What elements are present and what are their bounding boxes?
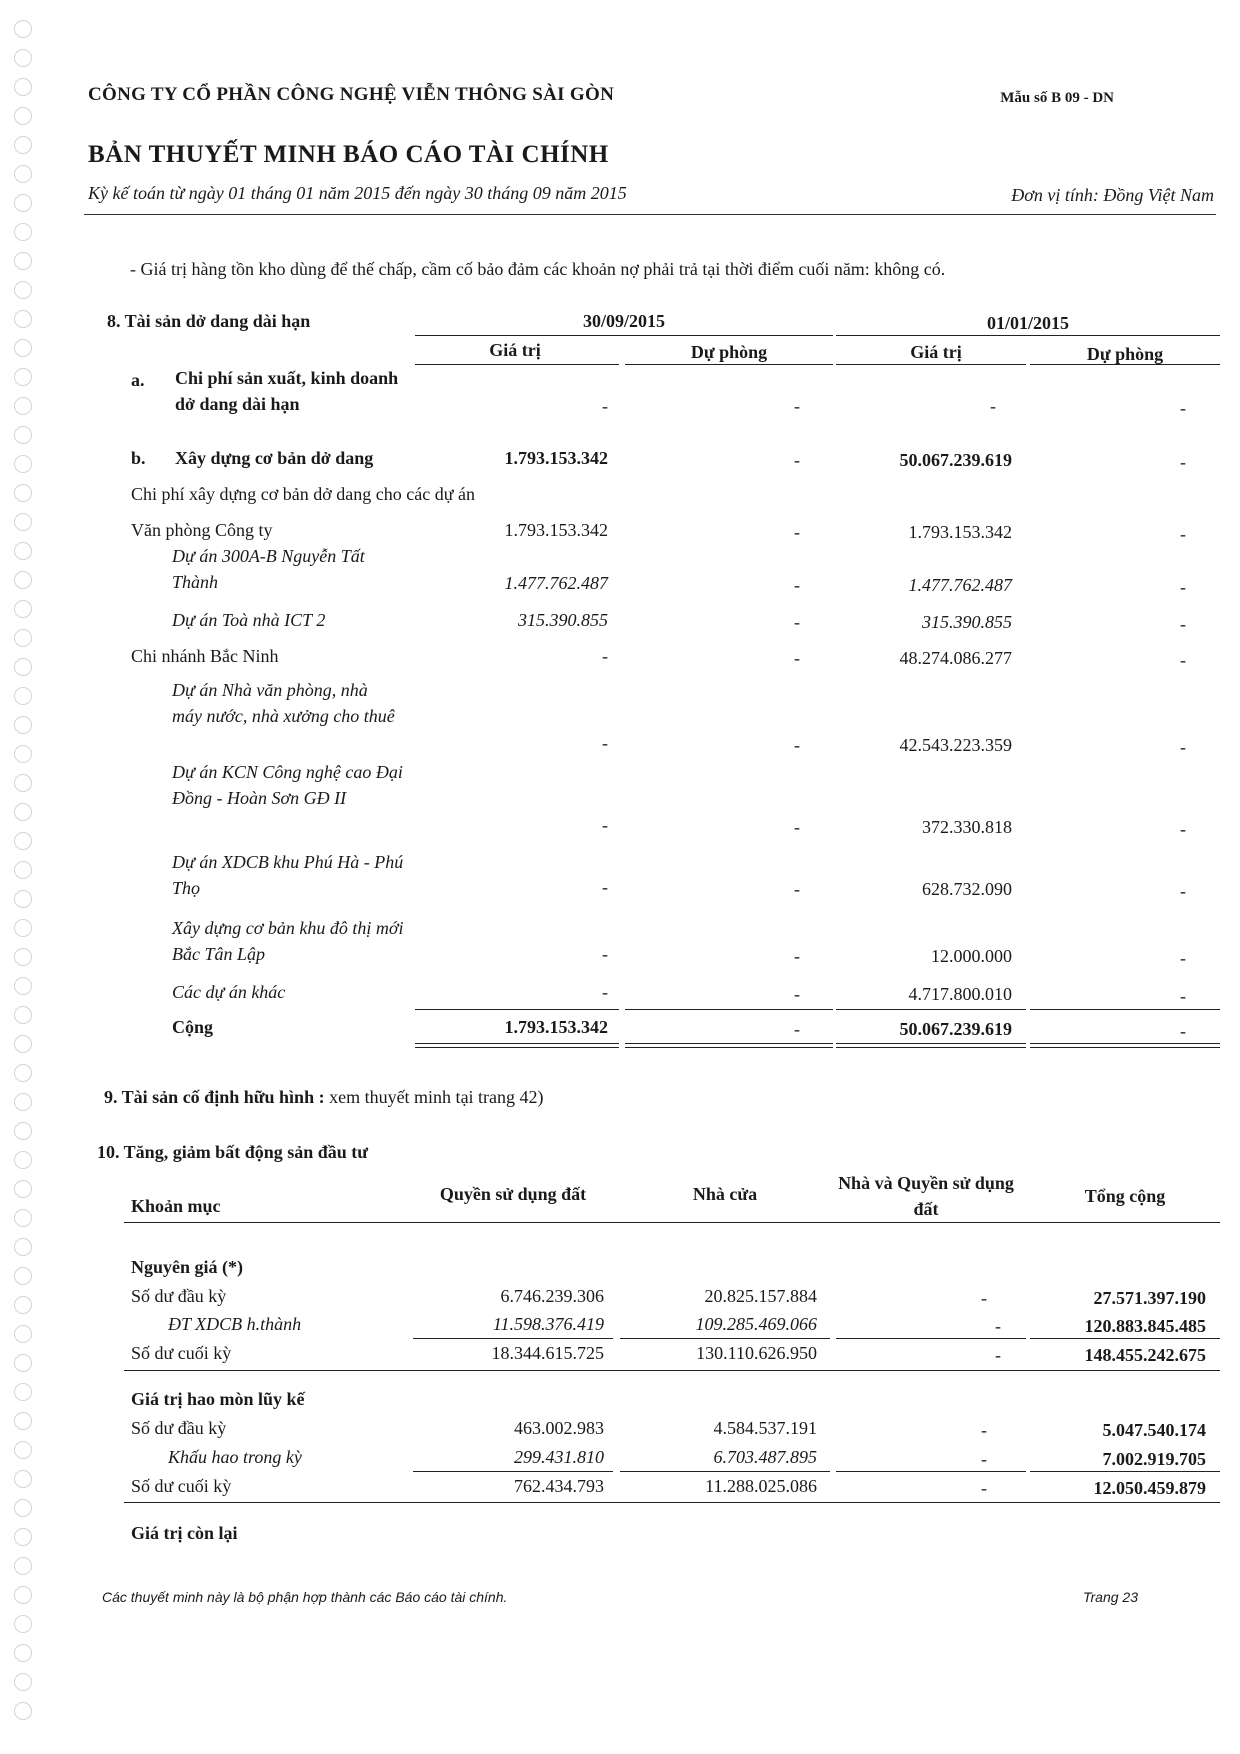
total-provision-1: - — [794, 1019, 800, 1039]
item-a-value-2: - — [990, 396, 996, 416]
binder-hole — [14, 1383, 32, 1401]
binder-hole — [14, 542, 32, 560]
binder-hole — [14, 223, 32, 241]
cost-subtotal-line-2 — [620, 1338, 830, 1339]
cost-group-title: Nguyên giá (*) — [131, 1257, 243, 1277]
col-provision-2: Dự phòng — [1086, 344, 1164, 364]
depreciation-row-house: 4.584.537.191 — [713, 1418, 817, 1438]
cost-subtotal-line-3 — [836, 1338, 1026, 1339]
binder-hole — [14, 571, 32, 589]
project-ict2-provision-1: - — [794, 612, 800, 632]
section-10-title: 10. Tăng, giảm bất động sản đầu tư — [97, 1142, 369, 1162]
cost-row-both: - — [981, 1288, 987, 1308]
project-300ab-provision-2: - — [1180, 577, 1186, 597]
date1-underline — [415, 335, 833, 336]
binder-hole — [14, 1557, 32, 1575]
total-overline-3 — [836, 1009, 1026, 1010]
binder-hole — [14, 107, 32, 125]
binder-hole — [14, 1412, 32, 1430]
binder-hole — [14, 20, 32, 38]
binder-hole — [14, 1238, 32, 1256]
binder-hole — [14, 455, 32, 473]
col-value-2: Giá trị — [910, 342, 962, 362]
binder-hole — [14, 1470, 32, 1488]
cost-row-house: 130.110.626.950 — [696, 1343, 817, 1363]
col3-underline — [836, 364, 1026, 365]
binder-hole — [14, 1499, 32, 1517]
project-tan-lap-provision-2: - — [1180, 948, 1186, 968]
col-land-header: Quyền sử dụng đất — [439, 1184, 587, 1204]
binder-hole — [14, 78, 32, 96]
period-end-date: 30/09/2015 — [582, 311, 665, 331]
binder-hole — [14, 1644, 32, 1662]
section-9-title: 9. Tài sản cố định hữu hình : — [104, 1087, 325, 1107]
col2-underline — [625, 364, 833, 365]
binder-hole — [14, 1702, 32, 1720]
head-office-label: Văn phòng Công ty — [131, 520, 273, 540]
total-double-underline-2 — [625, 1043, 833, 1048]
item-a-value-1: - — [602, 396, 608, 416]
binder-hole — [14, 281, 32, 299]
date2-underline — [836, 335, 1220, 336]
cost-row-total: 27.571.397.190 — [1093, 1288, 1206, 1308]
item-b-label: Xây dựng cơ bản dở dang — [175, 448, 374, 468]
binder-hole — [14, 397, 32, 415]
total-label: Cộng — [172, 1017, 214, 1037]
binder-hole — [14, 1267, 32, 1285]
item-a-provision-1: - — [794, 396, 800, 416]
project-300ab-value-2: 1.477.762.487 — [908, 575, 1012, 595]
col-both-header: Nhà và Quyền sử dụng đất — [838, 1173, 1014, 1219]
item-b-provision-1: - — [794, 450, 800, 470]
section-10-header-rule — [124, 1222, 1220, 1223]
depreciation-row-total: 7.002.919.705 — [1102, 1449, 1206, 1469]
col-item-header: Khoản mục — [131, 1196, 221, 1216]
company-name: CÔNG TY CỔ PHẦN CÔNG NGHỆ VIỄN THÔNG SÀI GÒN — [88, 84, 615, 105]
other-projects-provision-2: - — [1180, 986, 1186, 1006]
section-9 — [104, 1087, 544, 1108]
binder-hole — [14, 310, 32, 328]
dep-subtotal-line-3 — [836, 1471, 1026, 1472]
bac-ninh-value-1: - — [602, 646, 608, 666]
binder-hole — [14, 716, 32, 734]
project-ict2-value-1: 315.390.855 — [518, 610, 608, 630]
binder-hole — [14, 832, 32, 850]
depreciation-row-label: Số dư đầu kỳ — [131, 1418, 227, 1438]
project-dai-dong-provision-1: - — [794, 817, 800, 837]
project-office-factory-provision-2: - — [1180, 737, 1186, 757]
depreciation-group-rule — [124, 1502, 1220, 1503]
project-phu-ha-value-1: - — [602, 877, 608, 897]
project-tan-lap-value-2: 12.000.000 — [931, 946, 1012, 966]
project-tan-lap-label: Xây dựng cơ bản khu đô thị mới Bắc Tân Lập — [172, 918, 404, 964]
binder-hole — [14, 1528, 32, 1546]
cost-subtotal-line-4 — [1030, 1338, 1220, 1339]
project-office-factory-value-2: 42.543.223.359 — [899, 735, 1012, 755]
total-double-underline-1 — [415, 1043, 619, 1048]
head-office-provision-1: - — [794, 522, 800, 542]
currency-unit: Đơn vị tính: Đồng Việt Nam — [1011, 185, 1214, 205]
reporting-period: Kỳ kế toán từ ngày 01 tháng 01 năm 2015 đến ngày 30 tháng 09 năm 2015 — [88, 183, 627, 203]
binder-hole — [14, 339, 32, 357]
binder-holes — [14, 20, 38, 1740]
binder-hole — [14, 426, 32, 444]
binder-hole — [14, 1441, 32, 1459]
binder-hole — [14, 1006, 32, 1024]
item-a-label: Chi phí sản xuất, kinh doanh dở dang dài hạn — [175, 368, 399, 414]
project-ict2-label: Dự án Toà nhà ICT 2 — [172, 610, 326, 630]
total-overline-4 — [1030, 1009, 1220, 1010]
binder-hole — [14, 1354, 32, 1372]
project-phu-ha-label: Dự án XDCB khu Phú Hà - Phú Thọ — [172, 852, 404, 898]
cost-row-both: - — [995, 1345, 1001, 1365]
remaining-value-title: Giá trị còn lại — [131, 1523, 238, 1543]
project-dai-dong-provision-2: - — [1180, 819, 1186, 839]
page-number: Trang 23 — [1083, 1589, 1138, 1605]
cost-row-total: 120.883.845.485 — [1084, 1316, 1206, 1336]
dep-subtotal-line-2 — [620, 1471, 830, 1472]
binder-hole — [14, 194, 32, 212]
depreciation-row-both: - — [981, 1449, 987, 1469]
project-300ab-label: Dự án 300A-B Nguyễn Tất Thành — [172, 546, 365, 592]
project-tan-lap-provision-1: - — [794, 946, 800, 966]
binder-hole — [14, 252, 32, 270]
binder-hole — [14, 49, 32, 67]
cost-row-label: ĐT XDCB h.thành — [168, 1314, 302, 1334]
other-projects-value-2: 4.717.800.010 — [908, 984, 1012, 1004]
cost-row-label: Số dư cuối kỳ — [131, 1343, 232, 1363]
bac-ninh-provision-2: - — [1180, 650, 1186, 670]
binder-hole — [14, 774, 32, 792]
project-tan-lap-value-1: - — [602, 944, 608, 964]
depreciation-row-house: 6.703.487.895 — [713, 1447, 817, 1467]
binder-hole — [14, 919, 32, 937]
item-b-value-1: 1.793.153.342 — [504, 448, 608, 468]
form-number: Mẫu số B 09 - DN — [1000, 90, 1114, 106]
project-ict2-value-2: 315.390.855 — [922, 612, 1012, 632]
inventory-note: - Giá trị hàng tồn kho dùng để thế chấp, cầm cố bảo đảm các khoản nợ phải trả tại thời điểm cuối năm: không có. — [130, 259, 946, 279]
cost-row-house: 20.825.157.884 — [704, 1286, 817, 1306]
total-value-2: 50.067.239.619 — [899, 1019, 1012, 1039]
other-projects-label: Các dự án khác — [172, 982, 286, 1002]
binder-hole — [14, 1615, 32, 1633]
dep-subtotal-line-4 — [1030, 1471, 1220, 1472]
period-start-date: 01/01/2015 — [986, 313, 1069, 333]
bac-ninh-value-2: 48.274.086.277 — [899, 648, 1012, 668]
head-office-provision-2: - — [1180, 524, 1186, 544]
binder-hole — [14, 948, 32, 966]
project-dai-dong-value-1: - — [602, 815, 608, 835]
project-office-factory-value-1: - — [602, 733, 608, 753]
document-title: BẢN THUYẾT MINH BÁO CÁO TÀI CHÍNH — [88, 141, 609, 168]
project-dai-dong-label: Dự án KCN Công nghệ cao Đại Đồng - Hoàn Sơn GĐ II — [172, 762, 403, 808]
depreciation-row-label: Khấu hao trong kỳ — [168, 1447, 302, 1467]
binder-hole — [14, 1122, 32, 1140]
bac-ninh-provision-1: - — [794, 648, 800, 668]
depreciation-row-label: Số dư cuối kỳ — [131, 1476, 232, 1496]
cost-row-label: Số dư đầu kỳ — [131, 1286, 227, 1306]
project-dai-dong-value-2: 372.330.818 — [922, 817, 1012, 837]
item-b-value-2: 50.067.239.619 — [899, 450, 1012, 470]
project-office-factory-label: Dự án Nhà văn phòng, nhà máy nước, nhà xưởng cho thuê — [172, 680, 395, 726]
head-office-value-1: 1.793.153.342 — [504, 520, 608, 540]
binder-hole — [14, 1151, 32, 1169]
project-300ab-provision-1: - — [794, 575, 800, 595]
project-phu-ha-provision-2: - — [1180, 881, 1186, 901]
col-house-header: Nhà cửa — [692, 1184, 758, 1204]
binder-hole — [14, 658, 32, 676]
depreciation-row-house: 11.288.025.086 — [705, 1476, 817, 1496]
other-projects-provision-1: - — [794, 984, 800, 1004]
cost-row-land: 6.746.239.306 — [500, 1286, 604, 1306]
cost-row-land: 11.598.376.419 — [492, 1314, 604, 1334]
other-projects-value-1: - — [602, 982, 608, 1002]
project-office-factory-provision-1: - — [794, 735, 800, 755]
head-office-value-2: 1.793.153.342 — [908, 522, 1012, 542]
col-total-header: Tổng cộng — [1084, 1186, 1166, 1206]
total-value-1: 1.793.153.342 — [504, 1017, 608, 1037]
depreciation-row-total: 5.047.540.174 — [1102, 1420, 1206, 1440]
cost-group-rule — [124, 1370, 1220, 1371]
binder-hole — [14, 977, 32, 995]
col-value-1: Giá trị — [489, 340, 541, 360]
depreciation-row-land: 463.002.983 — [514, 1418, 604, 1438]
item-a-letter: a. — [131, 370, 145, 390]
project-ict2-provision-2: - — [1180, 614, 1186, 634]
binder-hole — [14, 165, 32, 183]
binder-hole — [14, 1180, 32, 1198]
total-overline-2 — [625, 1009, 833, 1010]
binder-hole — [14, 687, 32, 705]
cost-row-house: 109.285.469.066 — [695, 1314, 817, 1334]
cost-row-both: - — [995, 1316, 1001, 1336]
section-9-note: xem thuyết minh tại trang 42) — [329, 1087, 544, 1107]
section-8-title: 8. Tài sản dở dang dài hạn — [107, 311, 311, 331]
total-overline-1 — [415, 1009, 619, 1010]
binder-hole — [14, 1209, 32, 1227]
cost-row-land: 18.344.615.725 — [491, 1343, 604, 1363]
project-phu-ha-provision-1: - — [794, 879, 800, 899]
depreciation-group-title: Giá trị hao mòn lũy kế — [131, 1389, 305, 1409]
project-cost-note: Chi phí xây dựng cơ bản dở dang cho các dự án — [131, 484, 475, 504]
cost-row-total: 148.455.242.675 — [1084, 1345, 1206, 1365]
binder-hole — [14, 1586, 32, 1604]
item-b-provision-2: - — [1180, 452, 1186, 472]
binder-hole — [14, 600, 32, 618]
binder-hole — [14, 745, 32, 763]
cost-subtotal-line-1 — [413, 1338, 613, 1339]
dep-subtotal-line-1 — [413, 1471, 613, 1472]
depreciation-row-total: 12.050.459.879 — [1093, 1478, 1206, 1498]
binder-hole — [14, 890, 32, 908]
item-a-provision-2: - — [1180, 398, 1186, 418]
binder-hole — [14, 629, 32, 647]
total-double-underline-4 — [1030, 1043, 1220, 1048]
col1-underline — [415, 364, 619, 365]
binder-hole — [14, 803, 32, 821]
binder-hole — [14, 1064, 32, 1082]
total-double-underline-3 — [836, 1043, 1026, 1048]
binder-hole — [14, 513, 32, 531]
binder-hole — [14, 484, 32, 502]
depreciation-row-both: - — [981, 1478, 987, 1498]
bac-ninh-branch-label: Chi nhánh Bắc Ninh — [131, 646, 279, 666]
project-300ab-value-1: 1.477.762.487 — [504, 573, 608, 593]
item-b-letter: b. — [131, 448, 146, 468]
header-divider — [84, 214, 1216, 215]
depreciation-row-land: 762.434.793 — [514, 1476, 604, 1496]
binder-hole — [14, 136, 32, 154]
binder-hole — [14, 1325, 32, 1343]
footer-note: Các thuyết minh này là bộ phận hợp thành các Báo cáo tài chính. — [102, 1589, 508, 1605]
binder-hole — [14, 1673, 32, 1691]
col-provision-1: Dự phòng — [690, 342, 768, 362]
project-phu-ha-value-2: 628.732.090 — [922, 879, 1012, 899]
col4-underline — [1030, 364, 1220, 365]
depreciation-row-land: 299.431.810 — [514, 1447, 604, 1467]
binder-hole — [14, 1093, 32, 1111]
binder-hole — [14, 1035, 32, 1053]
total-provision-2: - — [1180, 1021, 1186, 1041]
depreciation-row-both: - — [981, 1420, 987, 1440]
binder-hole — [14, 1296, 32, 1314]
binder-hole — [14, 861, 32, 879]
binder-hole — [14, 368, 32, 386]
